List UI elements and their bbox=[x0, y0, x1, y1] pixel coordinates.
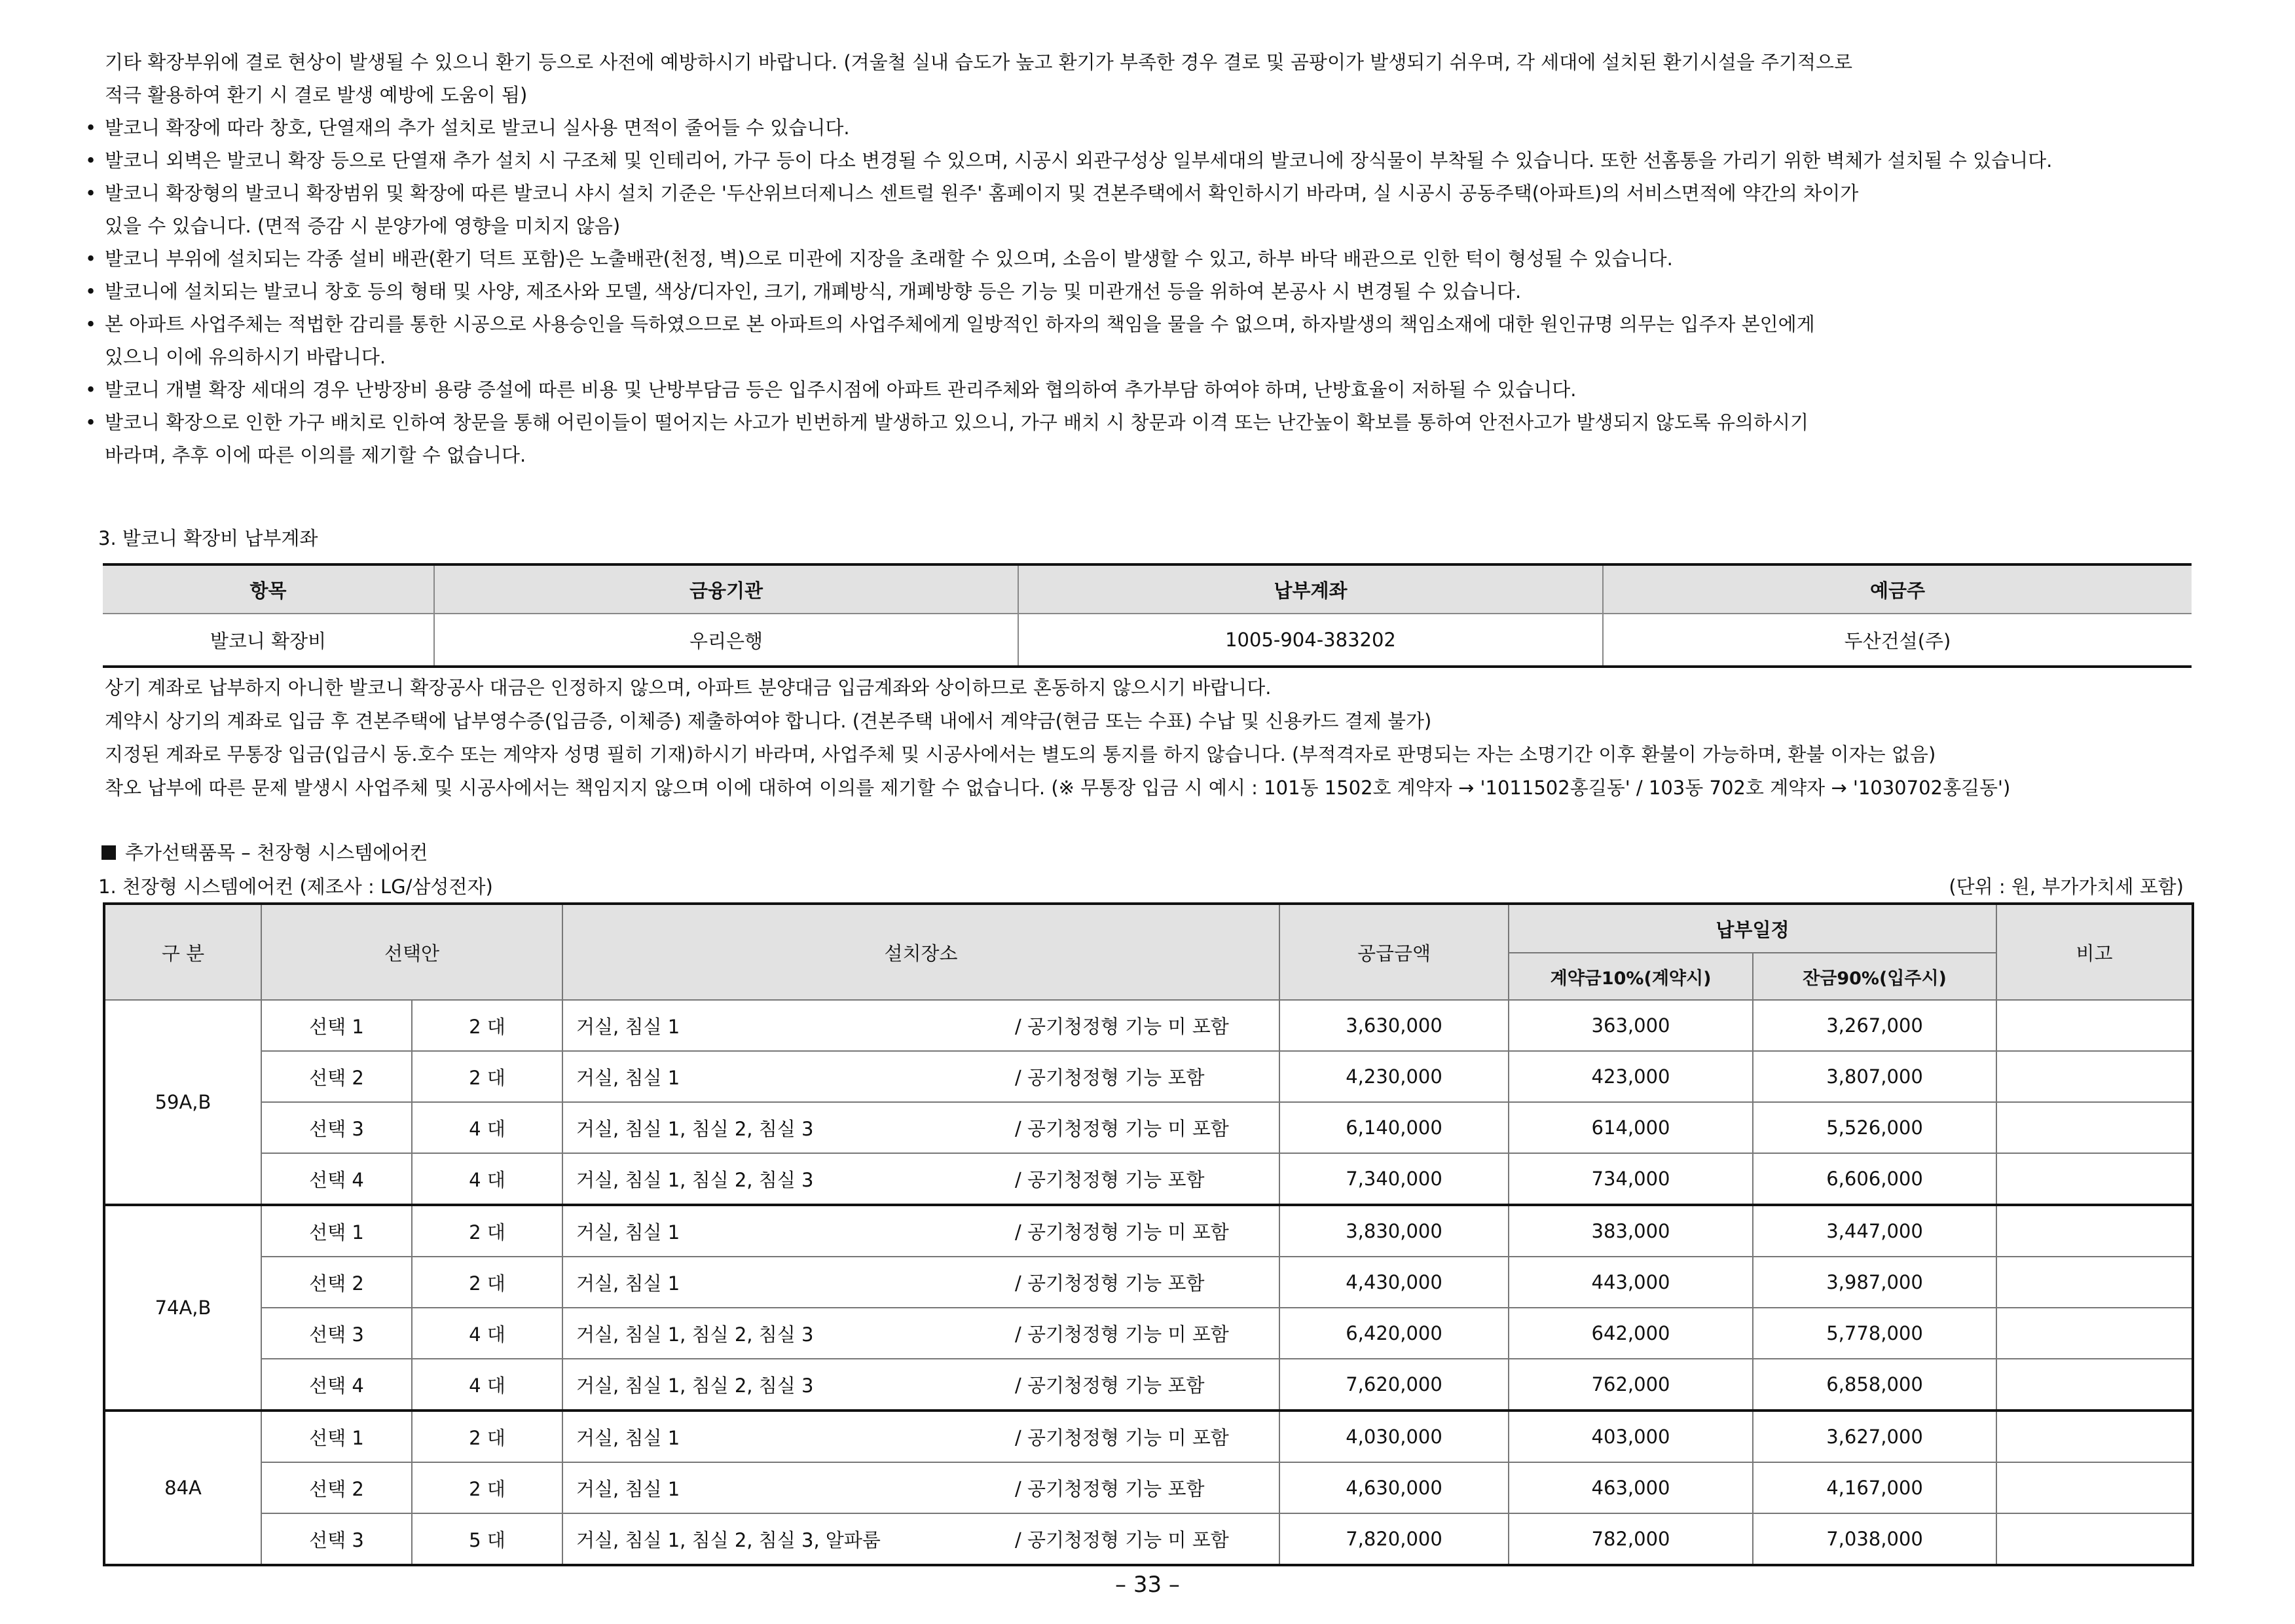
price-cell: 3,630,000 bbox=[1279, 1000, 1509, 1051]
header-option: 선택안 bbox=[261, 904, 562, 1000]
units-cell: 4 대 bbox=[412, 1359, 562, 1411]
note-line: • 발코니 확장형의 발코니 확장범위 및 확장에 따른 발코니 샤시 설치 기준은 '두산위브더제니스 센트럴 원주' 홈페이지 및 견본주택에서 확인하시기 바라며, 실 시공시 공동주택(아파트)의 서비스면적에 약간의 차이가 bbox=[105, 177, 2200, 210]
deposit-cell: 734,000 bbox=[1509, 1153, 1753, 1205]
table-row bbox=[104, 1359, 2193, 1411]
header-bank: 금융기관 bbox=[434, 564, 1018, 614]
remark-cell bbox=[1996, 1513, 2193, 1565]
units-cell: 4 대 bbox=[412, 1308, 562, 1359]
header-deposit: 계약금10%(계약시) bbox=[1509, 953, 1753, 1000]
air-purifier-note: / 공기청정형 기능 포함 bbox=[1015, 1168, 1205, 1191]
price-cell: 7,620,000 bbox=[1279, 1359, 1509, 1411]
option-cell: 선택 4 bbox=[261, 1359, 412, 1411]
option-cell: 선택 1 bbox=[261, 1205, 412, 1257]
location-text: 거실, 침실 1, 침실 2, 침실 3, 알파룸 bbox=[576, 1528, 881, 1551]
account-note-line: 착오 납부에 따른 문제 발생시 사업주체 및 시공사에서는 책임지지 않으며 이에 대하여 이의를 제기할 수 없습니다. (※ 무통장 입금 시 예시 : 101동 1502호 계약자 → '1011502홍길동' / 103동 702호 계약자 → '1030702홍길동') bbox=[105, 777, 2011, 799]
table-row bbox=[104, 1051, 2193, 1102]
cell-holder: 두산건설(주) bbox=[1844, 629, 1951, 652]
air-purifier-note: / 공기청정형 기능 포함 bbox=[1015, 1272, 1205, 1295]
note-line: • 발코니 외벽은 발코니 확장 등으로 단열재 추가 설치 시 구조체 및 인테리어, 가구 등이 다소 변경될 수 있으며, 시공시 외관구성상 일부세대의 발코니에 장식물이 부착될 수 있습니다. 또한 선홈통을 가리기 위한 벽체가 설치될 수 있습니다. bbox=[105, 144, 2200, 177]
note-line: 있으니 이에 유의하시기 바랍니다. bbox=[105, 346, 386, 368]
cell-account-number: 1005-904-383202 bbox=[1018, 614, 1603, 667]
location-cell bbox=[562, 1308, 1279, 1359]
price-cell: 3,830,000 bbox=[1279, 1205, 1509, 1257]
units-cell: 2 대 bbox=[412, 1462, 562, 1513]
remark-cell bbox=[1996, 1102, 2193, 1153]
balance-cell: 3,267,000 bbox=[1753, 1000, 1996, 1051]
location-text: 거실, 침실 1, 침실 2, 침실 3 bbox=[576, 1374, 814, 1397]
cell-item: 발코니 확장비 bbox=[103, 614, 434, 667]
section-title-account: 3. 발코니 확장비 납부계좌 bbox=[98, 527, 318, 549]
location-text: 거실, 침실 1, 침실 2, 침실 3 bbox=[576, 1117, 814, 1140]
remark-cell bbox=[1996, 1257, 2193, 1308]
air-purifier-note: / 공기청정형 기능 포함 bbox=[1015, 1477, 1205, 1500]
price-cell: 4,030,000 bbox=[1279, 1411, 1509, 1462]
square-bullet-icon bbox=[101, 845, 116, 860]
location-cell bbox=[562, 1513, 1279, 1565]
account-table bbox=[103, 563, 2192, 668]
units-cell: 2 대 bbox=[412, 1205, 562, 1257]
air-purifier-note: / 공기청정형 기능 포함 bbox=[1015, 1066, 1205, 1089]
price-cell: 6,140,000 bbox=[1279, 1102, 1509, 1153]
location-text: 거실, 침실 1 bbox=[576, 1015, 680, 1038]
header-account: 납부계좌 bbox=[1018, 564, 1603, 614]
air-purifier-note: / 공기청정형 기능 미 포함 bbox=[1015, 1117, 1229, 1140]
table-row bbox=[104, 1000, 2193, 1051]
location-cell bbox=[562, 1359, 1279, 1411]
location-text: 거실, 침실 1 bbox=[576, 1477, 680, 1500]
price-cell: 4,430,000 bbox=[1279, 1257, 1509, 1308]
units-cell: 4 대 bbox=[412, 1102, 562, 1153]
remark-cell bbox=[1996, 1000, 2193, 1051]
units-cell: 2 대 bbox=[412, 1051, 562, 1102]
balance-cell: 3,447,000 bbox=[1753, 1205, 1996, 1257]
note-line: • 발코니 확장에 따라 창호, 단열재의 추가 설치로 발코니 실사용 면적이 줄어들 수 있습니다. bbox=[105, 111, 2200, 144]
table-row bbox=[104, 1513, 2193, 1565]
note-line: • 본 아파트 사업주체는 적법한 감리를 통한 시공으로 사용승인을 득하였으므로 본 아파트의 사업주체에게 일방적인 하자의 책임을 물을 수 없으며, 하자발생의 책임소재에 대한 원인규명 의무는 입주자 본인에게 bbox=[105, 308, 2200, 341]
header-item: 항목 bbox=[103, 564, 434, 614]
header-balance: 잔금90%(입주시) bbox=[1753, 953, 1996, 1000]
option-cell: 선택 1 bbox=[261, 1000, 412, 1051]
option-cell: 선택 2 bbox=[261, 1462, 412, 1513]
units-cell: 2 대 bbox=[412, 1257, 562, 1308]
location-cell bbox=[562, 1051, 1279, 1102]
location-cell bbox=[562, 1205, 1279, 1257]
header-schedule: 납부일정 bbox=[1509, 904, 1996, 953]
remark-cell bbox=[1996, 1462, 2193, 1513]
table-row bbox=[104, 1205, 2193, 1257]
location-cell bbox=[562, 1000, 1279, 1051]
unit-type-cell: 84A bbox=[104, 1411, 261, 1565]
note-line: • 발코니에 설치되는 발코니 창호 등의 형태 및 사양, 제조사와 모델, 색상/디자인, 크기, 개폐방식, 개폐방향 등은 기능 및 미관개선 등을 위하여 본공사 시 변경될 수 있습니다. bbox=[105, 275, 2200, 308]
units-cell: 5 대 bbox=[412, 1513, 562, 1565]
option-cell: 선택 3 bbox=[261, 1102, 412, 1153]
deposit-cell: 463,000 bbox=[1509, 1462, 1753, 1513]
location-cell bbox=[562, 1102, 1279, 1153]
location-text: 거실, 침실 1, 침실 2, 침실 3 bbox=[576, 1168, 814, 1191]
table-row bbox=[104, 1411, 2193, 1462]
location-text: 거실, 침실 1 bbox=[576, 1066, 680, 1089]
deposit-cell: 423,000 bbox=[1509, 1051, 1753, 1102]
location-text: 거실, 침실 1 bbox=[576, 1221, 680, 1244]
location-cell bbox=[562, 1462, 1279, 1513]
header-type: 구 분 bbox=[104, 904, 261, 1000]
unit-type-cell: 74A,B bbox=[104, 1205, 261, 1411]
location-text: 거실, 침실 1 bbox=[576, 1272, 680, 1295]
option-cell: 선택 3 bbox=[261, 1308, 412, 1359]
deposit-cell: 443,000 bbox=[1509, 1257, 1753, 1308]
balcony-notes-list bbox=[105, 46, 2200, 471]
unit-type-cell: 59A,B bbox=[104, 1000, 261, 1205]
account-table-header bbox=[103, 564, 2192, 614]
location-text: 거실, 침실 1, 침실 2, 침실 3 bbox=[576, 1323, 814, 1346]
note-line: • 발코니 확장으로 인한 가구 배치로 인하여 창문을 통해 어린이들이 떨어지는 사고가 빈번하게 발생하고 있으니, 가구 배치 시 창문과 이격 또는 난간높이 확보를 통하여 안전사고가 발생되지 않도록 유의하시기 bbox=[105, 406, 2200, 439]
balance-cell: 3,807,000 bbox=[1753, 1051, 1996, 1102]
aircon-subtitle: 1. 천장형 시스템에어컨 (제조사 : LG/삼성전자) bbox=[98, 876, 493, 898]
balance-cell: 5,778,000 bbox=[1753, 1308, 1996, 1359]
deposit-cell: 782,000 bbox=[1509, 1513, 1753, 1565]
aircon-header-row bbox=[104, 904, 2193, 953]
location-cell bbox=[562, 1411, 1279, 1462]
units-cell: 2 대 bbox=[412, 1411, 562, 1462]
deposit-cell: 642,000 bbox=[1509, 1308, 1753, 1359]
table-row bbox=[104, 1153, 2193, 1205]
account-note-line: 상기 계좌로 납부하지 아니한 발코니 확장공사 대금은 인정하지 않으며, 아파트 분양대금 입금계좌와 상이하므로 혼동하지 않으시기 바랍니다. bbox=[105, 676, 1272, 699]
location-cell bbox=[562, 1153, 1279, 1205]
page-number: – 33 – bbox=[1115, 1572, 1180, 1598]
option-cell: 선택 1 bbox=[261, 1411, 412, 1462]
note-line: 있을 수 있습니다. (면적 증감 시 분양가에 영향을 미치지 않음) bbox=[105, 215, 621, 237]
deposit-cell: 363,000 bbox=[1509, 1000, 1753, 1051]
air-purifier-note: / 공기청정형 기능 포함 bbox=[1015, 1374, 1205, 1397]
option-cell: 선택 2 bbox=[261, 1257, 412, 1308]
balance-cell: 5,526,000 bbox=[1753, 1102, 1996, 1153]
remark-cell bbox=[1996, 1411, 2193, 1462]
table-row bbox=[104, 1257, 2193, 1308]
balance-cell: 6,858,000 bbox=[1753, 1359, 1996, 1411]
option-cell: 선택 4 bbox=[261, 1153, 412, 1205]
remark-cell bbox=[1996, 1051, 2193, 1102]
price-cell: 4,630,000 bbox=[1279, 1462, 1509, 1513]
option-cell: 선택 3 bbox=[261, 1513, 412, 1565]
air-purifier-note: / 공기청정형 기능 미 포함 bbox=[1015, 1323, 1229, 1346]
balance-cell: 3,627,000 bbox=[1753, 1411, 1996, 1462]
account-note-line: 지정된 계좌로 무통장 입금(입금시 동.호수 또는 계약자 성명 필히 기재)하시기 바라며, 사업주체 및 시공사에서는 별도의 통지를 하지 않습니다. (부적격자로 판명되는 자는 소명기간 이후 환불이 가능하며, 환불 이자는 없음) bbox=[105, 743, 1936, 766]
location-text: 거실, 침실 1 bbox=[576, 1426, 680, 1449]
air-purifier-note: / 공기청정형 기능 미 포함 bbox=[1015, 1426, 1229, 1449]
table-row bbox=[104, 1462, 2193, 1513]
aircon-heading: 추가선택품목 – 천장형 시스템에어컨 bbox=[101, 838, 428, 865]
air-purifier-note: / 공기청정형 기능 미 포함 bbox=[1015, 1015, 1229, 1038]
balance-cell: 7,038,000 bbox=[1753, 1513, 1996, 1565]
deposit-cell: 762,000 bbox=[1509, 1359, 1753, 1411]
remark-cell bbox=[1996, 1359, 2193, 1411]
balance-cell: 6,606,000 bbox=[1753, 1153, 1996, 1205]
air-purifier-note: / 공기청정형 기능 미 포함 bbox=[1015, 1221, 1229, 1244]
price-cell: 7,820,000 bbox=[1279, 1513, 1509, 1565]
remark-cell bbox=[1996, 1205, 2193, 1257]
price-cell: 7,340,000 bbox=[1279, 1153, 1509, 1205]
note-line: • 발코니 개별 확장 세대의 경우 난방장비 용량 증설에 따른 비용 및 난방부담금 등은 입주시점에 아파트 관리주체와 협의하여 추가부담 하여야 하며, 난방효율이 저하될 수 있습니다. bbox=[105, 373, 2200, 406]
deposit-cell: 383,000 bbox=[1509, 1205, 1753, 1257]
location-cell bbox=[562, 1257, 1279, 1308]
header-holder: 예금주 bbox=[1603, 564, 2192, 614]
account-table-row bbox=[103, 614, 2192, 667]
units-cell: 2 대 bbox=[412, 1000, 562, 1051]
air-purifier-note: / 공기청정형 기능 미 포함 bbox=[1015, 1528, 1229, 1551]
table-row bbox=[104, 1102, 2193, 1153]
table-row bbox=[104, 1308, 2193, 1359]
deposit-cell: 614,000 bbox=[1509, 1102, 1753, 1153]
balance-cell: 3,987,000 bbox=[1753, 1257, 1996, 1308]
units-cell: 4 대 bbox=[412, 1153, 562, 1205]
remark-cell bbox=[1996, 1153, 2193, 1205]
balance-cell: 4,167,000 bbox=[1753, 1462, 1996, 1513]
header-location: 설치장소 bbox=[562, 904, 1279, 1000]
header-remark: 비고 bbox=[1996, 904, 2193, 1000]
cell-bank: 우리은행 bbox=[434, 614, 1018, 667]
note-line: • 발코니 부위에 설치되는 각종 설비 배관(환기 덕트 포함)은 노출배관(천정, 벽)으로 미관에 지장을 초래할 수 있으며, 소음이 발생할 수 있고, 하부 바닥 배관으로 인한 턱이 형성될 수 있습니다. bbox=[105, 242, 2200, 275]
unit-note: (단위 : 원, 부가가치세 포함) bbox=[1949, 876, 2184, 898]
note-line: 바라며, 추후 이에 따른 이의를 제기할 수 없습니다. bbox=[105, 444, 526, 466]
aircon-table-body bbox=[104, 1000, 2193, 1565]
note-line: 적극 활용하여 환기 시 결로 발생 예방에 도움이 됨) bbox=[105, 84, 528, 106]
remark-cell bbox=[1996, 1308, 2193, 1359]
header-price: 공급금액 bbox=[1279, 904, 1509, 1000]
deposit-cell: 403,000 bbox=[1509, 1411, 1753, 1462]
note-line: 기타 확장부위에 결로 현상이 발생될 수 있으니 환기 등으로 사전에 예방하시기 바랍니다. (겨울철 실내 습도가 높고 환기가 부족한 경우 결로 및 곰팡이가 발생되기 쉬우며, 각 세대에 설치된 환기시설을 주기적으로 bbox=[105, 51, 1853, 73]
price-cell: 4,230,000 bbox=[1279, 1051, 1509, 1102]
account-notes-list bbox=[105, 671, 2200, 805]
account-note-line: 계약시 상기의 계좌로 입금 후 견본주택에 납부영수증(입금증, 이체증) 제출하여야 합니다. (견본주택 내에서 계약금(현금 또는 수표) 수납 및 신용카드 결제 불가) bbox=[105, 710, 1432, 732]
option-cell: 선택 2 bbox=[261, 1051, 412, 1102]
price-cell: 6,420,000 bbox=[1279, 1308, 1509, 1359]
aircon-table bbox=[103, 902, 2194, 1566]
